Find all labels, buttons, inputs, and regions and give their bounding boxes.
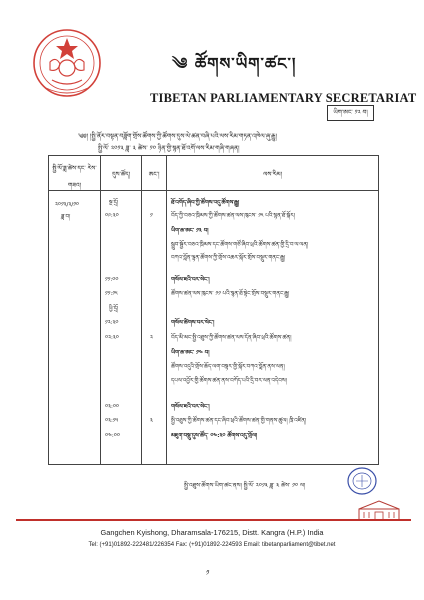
row-time: ༠༤:༠༠ (105, 433, 120, 439)
row-text: ཡིག་ཆ་ཨང་ ༡༤ བ། (171, 350, 210, 356)
row-text: སྒྲུབ་སྦྱོར་བཅའ་ཁྲིམས་དང་ཚོགས་གཙོ་ཞིབ་ཕྲའི་ཚོགས་ཚན་གྱི་དྲི་བ་ལ་ལན། (171, 242, 309, 248)
row-text: གསོལ་ཇའི་བར་སེང་། (171, 404, 210, 410)
row-time: ཕྱི་དྲོ། (109, 306, 119, 312)
column-divider (100, 156, 101, 464)
row-text: གསོལ་ཚིགས་བར་སེང་། (171, 320, 215, 326)
header-number: ཨང་། (148, 171, 160, 178)
row-text: ཡིག་ཆ་ཨང་ ༡༣ བ། (171, 228, 209, 234)
row-text: བོད་ཀྱི་བཅའ་ཁྲིམས་ཀྱི་ཚོགས་ཚན་ལས་ཁུངས་ ༡༥ པའི་སྙན་ཐོ་སྐོར། (171, 213, 295, 219)
row-text: བཀའ་བློན་ལྷན་ཚོགས་ཀྱི་གྲོས་འཆར་སྐོར་གྲོས་བསྡུར་གནང་རྒྱུ། (171, 255, 286, 261)
row-text: ཐོ་འགོད་ཞིབ་ཀྱི་ཚོགས་འདུ་ཚོགས་རྒྱུ། (171, 200, 240, 206)
page-number: ༡ (206, 569, 210, 577)
date-value: ༢༠༡༣/༣/༡༠ (55, 202, 79, 208)
reference-number-box: ཡིག་ཨང་ ༡༢ བ། (327, 105, 374, 121)
day-value: ཟླ་བ། (61, 214, 71, 220)
row-text: ཚོགས་ཚན་ལས་ཁུངས་ ༡༡ པའི་སྙན་ཐོ་སྟེང་གྲོས་བསྡུར་གནང་རྒྱུ། (171, 291, 290, 297)
row-number: ༣ (150, 418, 153, 424)
parliament-seal-logo (32, 28, 102, 98)
row-time: ༠༣:༡༥ (105, 418, 119, 424)
row-text: གསོལ་ཇའི་བར་སེང་། (171, 277, 210, 283)
parliament-building-logo (355, 499, 403, 521)
footer-divider (16, 519, 411, 521)
header-date: སྤྱི་ལོ་ཟླ་ཚེས་དང་ རེས་གཟའ། (52, 165, 97, 189)
row-text: ཚོགས་འདུའི་གྲོས་ཆོད་ལག་བསྟར་གྱི་སྐོར་བཀའ་བློན་ནས་ལན། (171, 364, 285, 370)
footer-contact: Tel: (+91)01892-222481/226354 Fax: (+91)01892-224593 Email: tibetanparliament@tibet.net (88, 542, 336, 548)
tibetan-title: ༄ ཚོགས་ཡིག་ཚང་། (172, 54, 297, 73)
intro-line-1: ༄༅། །སྤྱི་ནོར་བསྟན་བཟློག་གྲོས་ཚོགས་ཀྱི་ཚོགས་དུས་ལེ་ཚན་བཞི་པའི་ལས་རིམ་གཏན་འཁེལ་ཞུ་རྒྱུ། (78, 133, 277, 140)
row-time: ༠༩:༣༠ (105, 213, 119, 219)
row-time: ༠༣:༠༠ (105, 404, 119, 410)
header-time: དུས་ཚོད། (112, 171, 130, 178)
row-time: ༡༡:༡༥ (105, 291, 118, 297)
header-agenda: ལས་རིམ། (263, 171, 282, 178)
official-stamp (346, 466, 378, 496)
row-text: སྤྱི་འཐུས་ཀྱི་ཚོགས་ཚན་དང་ཞིབ་ཕྲའི་ཚོགས་ཚན་གྱི་གནས་ཚུལ། ཁྲི་འཛིན། (171, 418, 307, 424)
row-text: མཇུག་བསྡུ་དུས་ཚོད་ ༠༤:༣༠ ཚོགས་འདུ་གྲོལ། (171, 433, 258, 439)
row-time: ༠༢:༣༠ (105, 335, 119, 341)
column-divider (166, 156, 167, 464)
row-number: ༡ (150, 213, 153, 219)
intro-line-2: སྤྱི་ལོ་ ༢༠༡༣ ཟླ་ ༣ ཚེས་ ༡༠ ཉིན་གྱི་སྙན་ཐོ་འགོ་ལས་རིམ་གཞི་གཞན། (98, 145, 240, 152)
row-number: ༢ (150, 335, 153, 341)
agenda-table (48, 155, 379, 465)
closing-line: སྤྱི་འཐུས་ཚོགས་ཡིག་ཚང་ནས། སྤྱི་ལོ་ ༢༠༡༣ ཟླ་ ༣ ཚེས་ ༡༠ ལ། (184, 483, 306, 489)
row-text: བོད་མི་མང་སྤྱི་འཐུས་ཀྱི་ཚོགས་ཚན་ལས་དོན་ཞིབ་ཕྲའི་ཚོགས་ཚན། (171, 335, 292, 341)
row-time: ༡༢:༣༠ (105, 320, 119, 326)
column-divider (141, 156, 142, 464)
footer-address: Gangchen Kyishong, Dharamsala-176215, Distt. Kangra (H.P.) India (100, 528, 324, 537)
row-time: སྔ་དྲོ། (109, 200, 119, 206)
row-text: དཔལ་འབྱོར་གྱི་ཚོགས་ཚན་ནས་བཀོད་པའི་དྲི་བར་ལན་འདེབས། (171, 378, 287, 384)
english-title: TIBETAN PARLIAMENTARY SECRETARIAT (150, 91, 417, 105)
row-time: ༡༡:༠༠ (105, 277, 119, 283)
